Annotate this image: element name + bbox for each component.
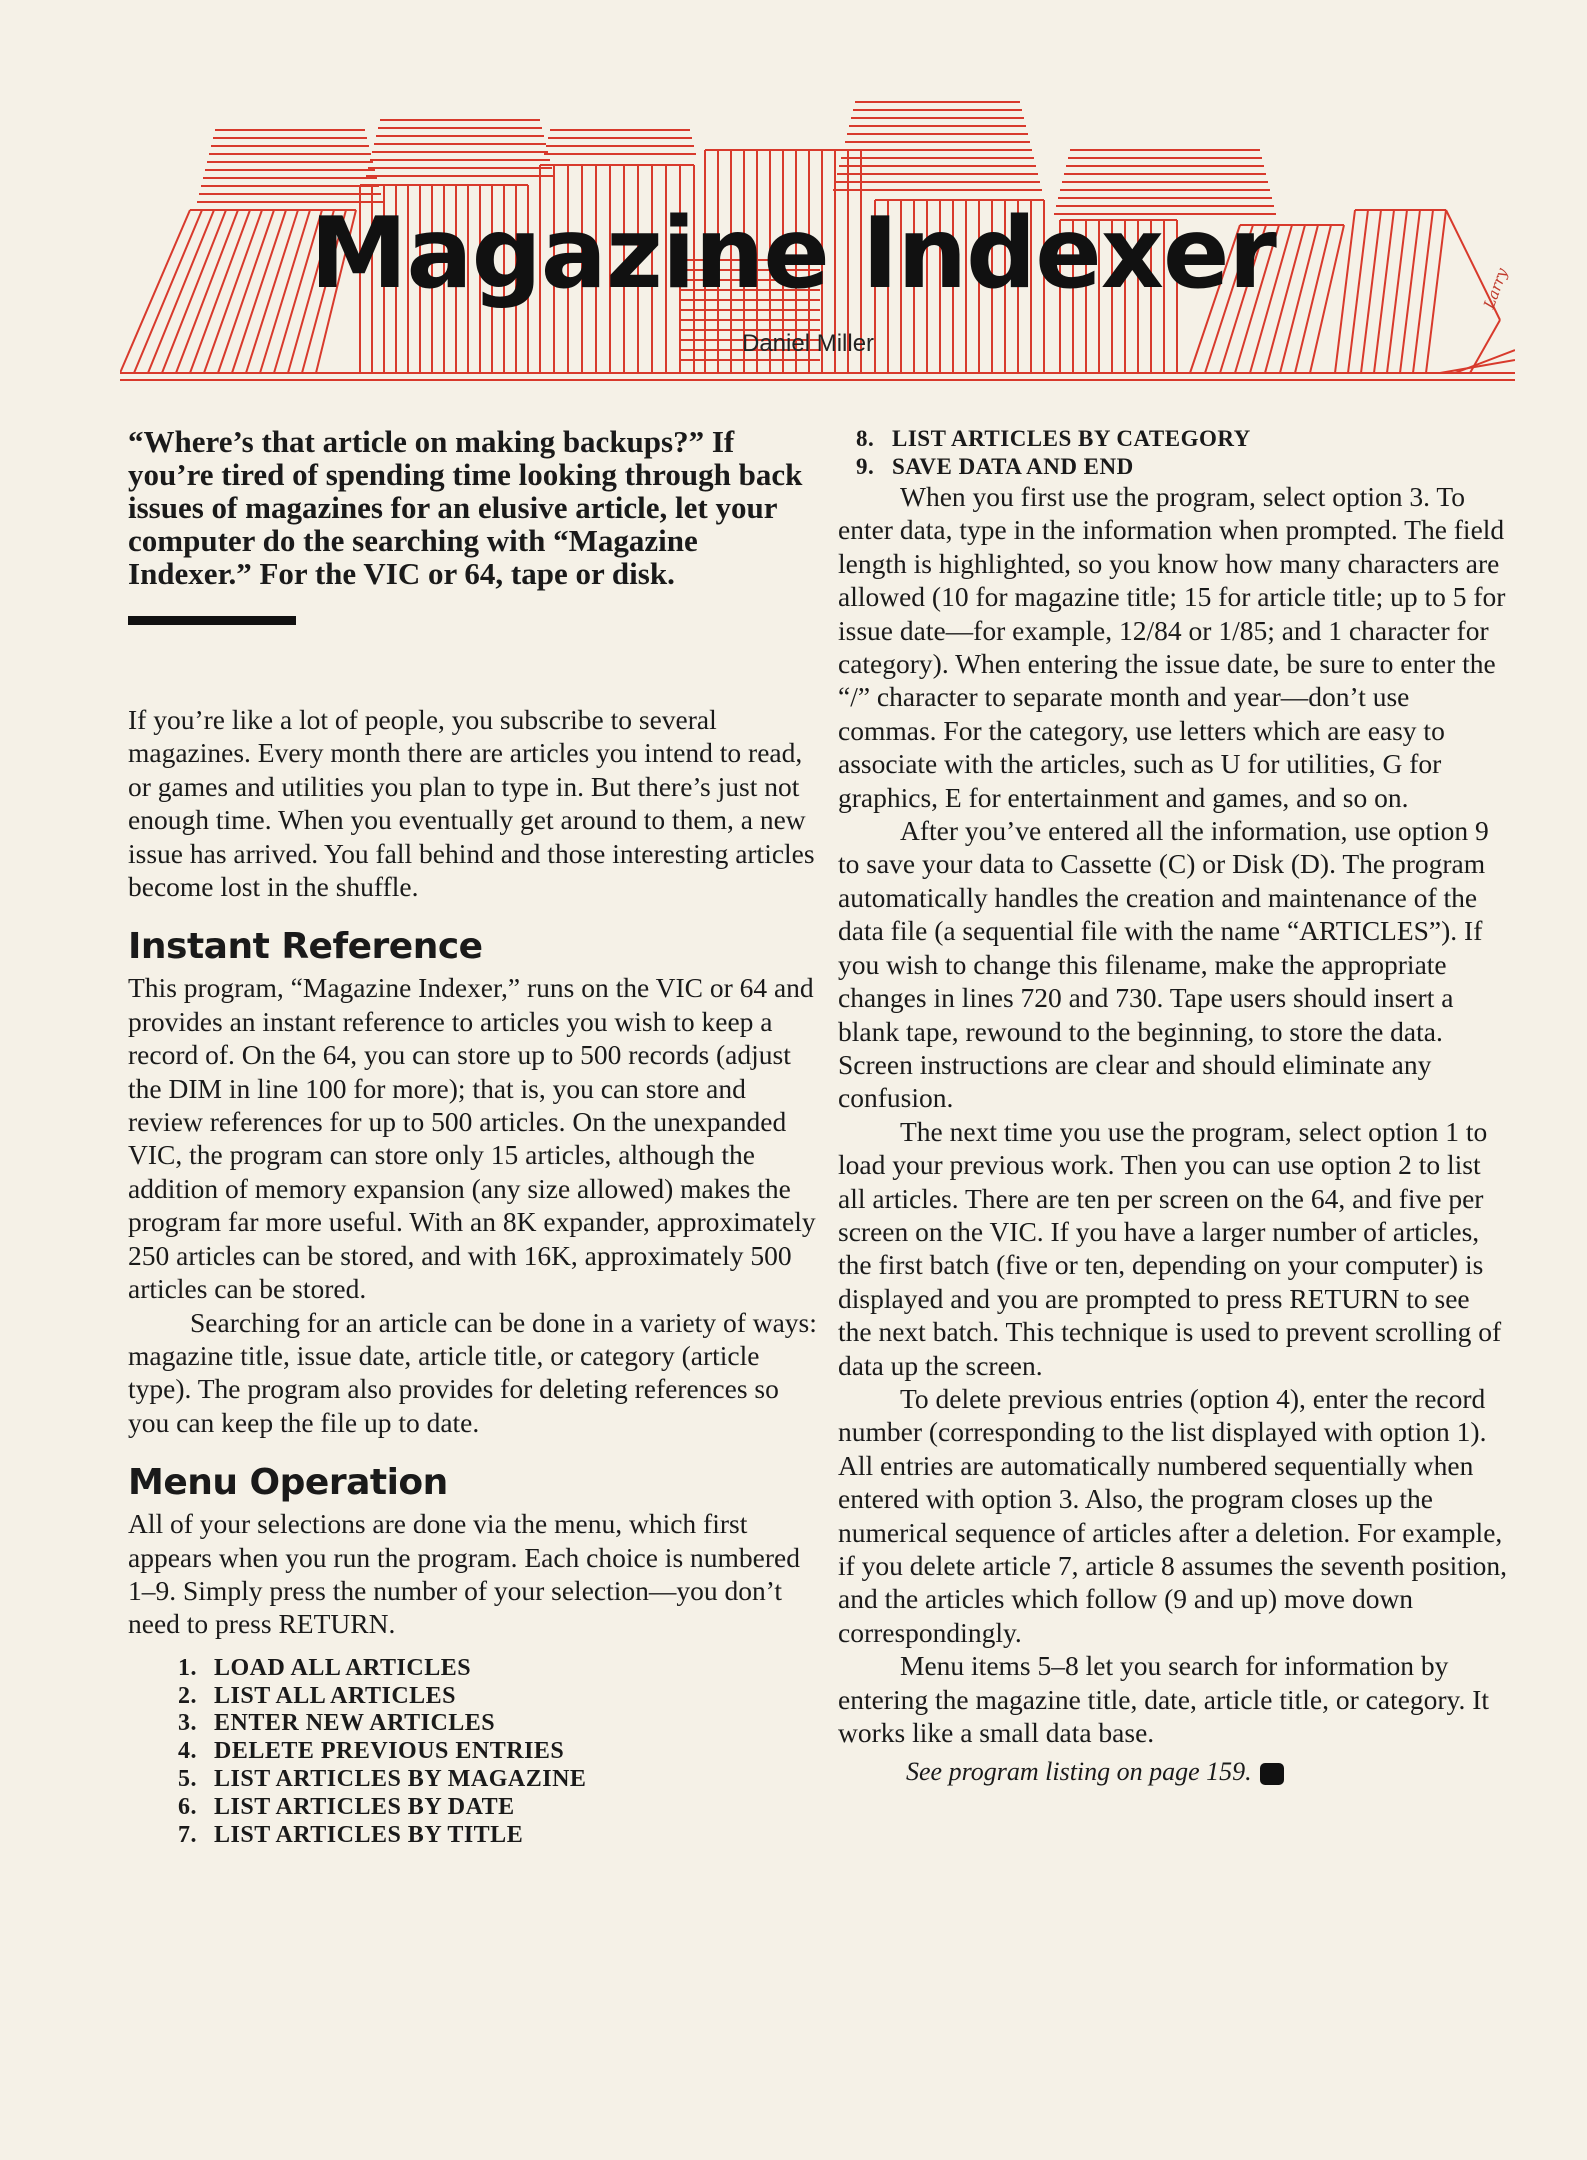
section-heading-menu-operation: Menu Operation (128, 1462, 448, 1504)
menu-item: 8. LIST ARTICLES BY CATEGORY (856, 426, 1251, 451)
menu-item: 2. LIST ALL ARTICLES (178, 1682, 457, 1709)
paragraph: Menu items 5–8 let you search for information by entering the magazine title, date, article title, or category. It works like a small data base. (838, 1650, 1490, 1749)
left-column (128, 425, 818, 1849)
section-heading-instant-reference: Instant Reference (128, 926, 483, 968)
menu-item: 1. LOAD ALL ARTICLES (178, 1654, 472, 1681)
menu-list (178, 1655, 818, 1850)
article-title: Magazine Indexer (310, 197, 1276, 311)
paragraph: If you’re like a lot of people, you subscribe to several magazines. Every month there are articles you intend to read, or games and utilities you plan to type in. But there’s just not enough time. When you eventually get around to them, a new issue has arrived. You fall behind and those interesting articles become lost in the shuffle. (128, 704, 815, 903)
paragraph: Searching for an article can be done in a variety of ways: magazine title, issue date, article title, or category (article type). The program also provides for deleting references so you can keep the file up to date. (128, 1306, 817, 1438)
menu-item: 9. SAVE DATA AND END (856, 453, 1134, 479)
artist-signature: Larry (1480, 265, 1512, 312)
menu-list-continued (856, 425, 1510, 480)
program-listing-reference: See program listing on page 159. (906, 1757, 1510, 1787)
paragraph: This program, “Magazine Indexer,” runs on the VIC or 64 and provides an instant reference to articles you wish to keep a record of. On the 64, you can store up to 500 records (adjust the DIM in line 100 for more); that is, you can store and review references for up to 500 articles. On the unexpanded VIC, the program can store only 15 articles, although the addition of memory expansion (any size allowed) makes the program far more useful. With an 8K expander, approximately 250 articles can be stored, and with 16K, approximately 500 articles can be stored. (128, 972, 816, 1305)
menu-item: 6. LIST ARTICLES BY DATE (178, 1793, 515, 1820)
paragraph: To delete previous entries (option 4), enter the record number (corresponding to the list displayed with option 1). All entries are automatically numbered sequentially when entered with option 3. Also, the program closes up the numerical sequence of articles after a deletion. For example, if you delete article 7, article 8 assumes the seventh position, and the articles which follow (9 and up) move down correspondingly. (838, 1382, 1507, 1648)
paragraph: When you first use the program, select option 3. To enter data, type in the information when prompted. The field length is highlighted, so you know how many characters are allowed (10 for magazine title; 15 for article title; up to 5 for issue date—for example, 12/84 or 1/85; and 1 character for category). When entering the issue date, be sure to enter the “/” character to separate month and year—don’t use commas. For the category, use letters which are easy to associate with the articles, such as U for utilities, G for graphics, E for entertainment and games, and so on. (838, 481, 1506, 813)
end-mark-icon (1260, 1763, 1284, 1785)
intro-blurb: “Where’s that article on making backups?” If you’re tired of spending time looking through back issues of magazines for an elusive article, let your computer do the searching with “Magazine Indexer.” For the VIC or 64, tape or disk. (128, 424, 803, 591)
menu-item: 3. ENTER NEW ARTICLES (178, 1710, 496, 1737)
menu-item: 4. DELETE PREVIOUS ENTRIES (178, 1738, 565, 1765)
intro-rule (128, 616, 296, 625)
menu-item: 7. LIST ARTICLES BY TITLE (178, 1821, 524, 1848)
menu-item: 5. LIST ARTICLES BY MAGAZINE (178, 1765, 587, 1792)
paragraph: The next time you use the program, select option 1 to load your previous work. Then you can use option 2 to list all articles. There are ten per screen on the 64, and five per screen on the VIC. If you have a larger number of articles, the first batch (five or ten, depending on your computer) is displayed and you are prompted to press RETURN to see the next batch. This technique is used to prevent scrolling of data up the screen. (838, 1115, 1502, 1381)
right-column (838, 425, 1510, 1787)
author-byline: Daniel Miller (742, 330, 875, 357)
paragraph: After you’ve entered all the information, use option 9 to save your data to Cassette (C) or Disk (D). The program automatically handles the creation and maintenance of the data file (a sequential file with the name “ARTICLES”). If you wish to change this filename, make the appropriate changes in lines 720 and 730. Tape users should insert a blank tape, rewound to the beginning, to store the data. Screen instructions are clear and should eliminate any confusion. (838, 815, 1489, 1114)
paragraph: All of your selections are done via the menu, which first appears when you run the program. Each choice is numbered 1–9. Simply press the number of your selection—you don’t need to press RETURN. (128, 1508, 800, 1640)
